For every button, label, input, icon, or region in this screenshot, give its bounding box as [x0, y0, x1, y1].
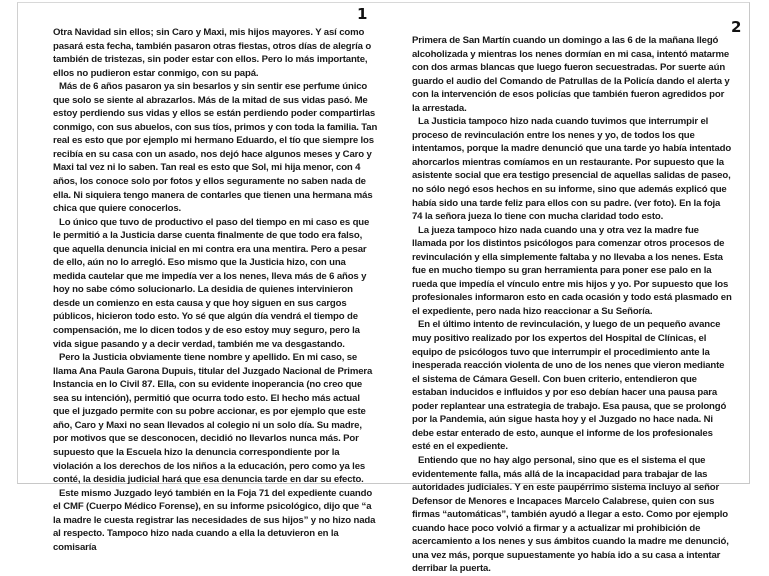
- page-number-1: 1: [357, 5, 368, 23]
- page-number-2: 2: [731, 18, 742, 36]
- paragraph: Este mismo Juzgado leyó también en la Foja 71 del expediente cuando el CMF (Cuerpo Médico Forense), en su informe psicológico, dijo que “a la madre le cuesta registrar las necesidades de sus hijos” y no hizo nada al respecto. Tampoco hizo nada cuando a ella la detuvieron en la comisaría: [53, 487, 376, 553]
- paragraph: Otra Navidad sin ellos; sin Caro y Maxi, mis hijos mayores. Y así como pasará esta fecha, también pasaron otras fiestas, otros días de alegría o también de tristezas, sin poder estar con ellos. Pero lo más importante, ellos no pudieron estar conmigo, con su papá.: [53, 27, 372, 79]
- paragraph: La Justicia tampoco hizo nada cuando tuvimos que interrumpir el proceso de revinculación entre los nenes y yo, de todos los que intentamos, porque la madre denunció que una tarde yo había intentado ahorcarlos mientras comíamos en un restaurante. Por supuesto que la asistente social que era testigo presencial de aquellas salidas de paseo, no sólo negó esos hechos en su informe, sino que además explicó que había sido una tarde feliz para ellos con su padre. (ver foto). En la foja 74 la señora jueza lo tiene con mucha claridad todo esto.: [412, 116, 732, 223]
- paragraph: La jueza tampoco hizo nada cuando una y otra vez la madre fue llamada por los distintos psicólogos para comenzar otros procesos de revinculación y ella simplemente faltaba y no llevaba a los nenes. Esta fue en mucho tiempo su gran herramienta para poner ese palo en la rueda que impedía el vínculo entre mis hijos y yo. Por supuesto que los profesionales informaron esto en cada ocasión y todo está plasmado en el expediente, pero nada hizo reaccionar a Su Señoría.: [412, 224, 732, 317]
- paragraph: Más de 6 años pasaron ya sin besarlos y sin sentir ese perfume único que solo se siente al abrazarlos. Más de la mitad de sus vidas pasó. Me estoy perdiendo sus vidas y ellos se están perdiendo poder compartirlas conmigo, con sus abuelos, con sus tíos, primos y con toda la familia. Tan real es esto que por ejemplo mi hermano Eduardo, el tío que siempre los recibía en su casa con un asado, nos dejó hace algunos meses y Caro y Maxi tal vez ni lo saben. Tan real es esto que Sol, mi hija menor, con 4 años, los conoce solo por fotos y ellos seguramente no saben nada de ella. Ni siquiera tengo manera de contarles que tienen una hermana más chica que quiere conocerlos.: [53, 81, 378, 215]
- paragraph: Primera de San Martín cuando un domingo a las 6 de la mañana llegó alcoholizada y mientras los nenes dormían en mi casa, intentó matarme con dos armas blancas que luego fueron secuestradas. Por suerte aún guardo el audio del Comando de Patrullas de la Policía dando el alerta y con la intervención de esos policías que también fueron agredidos por la arrestada.: [412, 35, 730, 114]
- page-1-column: [53, 26, 378, 554]
- paragraph: Pero la Justicia obviamente tiene nombre y apellido. En mi caso, se llama Ana Paula Garona Dupuis, titular del Juzgado Nacional de Primera Instancia en lo Civil 87. Ella, con su evidente inoperancia (no creo que sea su intención), permitió que ocurra todo esto. El hecho más actual que el juzgado permite con su pobre accionar, es por ejemplo que este año, Caro y Maxi no sean llevados al colegio ni un solo día. Su madre, por motivos que se desconocen, decidió no llevarlos nunca más. Por supuesto que la Escuela hizo la denuncia correspondiente por la violación a los derechos de los niños a la educación, pero como ya les conté, la desidia judicial hará que esa denuncia tarde en dar su efecto.: [53, 352, 373, 486]
- paragraph: Lo único que tuvo de productivo el paso del tiempo en mi caso es que le permitió a la Justicia darse cuenta finalmente de que todo era falso, que aquella denuncia inicial en mi contra era una mentira. Pero a pesar de ello, aún no lo arregló. Eso mismo que la Justicia hizo, con una medida cautelar que me impedía ver a los nenes, lleva más de 6 años y hoy no sabe cómo solucionarlo. La desidia de quienes intervinieron desde un comienzo en esta causa y que hoy siguen en sus cargos públicos, hicieron todo esto. Yo sé que algún día vendrá el tiempo de compensación, me lo dicen todos y de eso estoy muy seguro, pero la vida sigue pasando y a decir verdad, también me va desgastando.: [53, 216, 370, 350]
- paragraph: Entiendo que no hay algo personal, sino que es el sistema el que evidentemente falla, más allá de la incapacidad para trabajar de las autoridades judiciales. Y en este paupérrimo sistema incluyo al señor Defensor de Menores e Incapaces Marcelo Calabrese, quien con sus firmas “automáticas”, también ayudó a llegar a esto. Como por ejemplo cuando hace poco volvió a firmar y a actualizar mi prohibición de acercamiento a los nenes y sus ámbitos cuando la madre me denunció, una vez más, porque supuestamente yo había ido a su casa a intentar derribar la puerta.: [412, 454, 729, 575]
- page-2-column: [412, 34, 732, 576]
- paragraph: En el último intento de revinculación, y luego de un pequeño avance muy positivo realizado por los expertos del Hospital de Clínicas, el equipo de psicólogos tuvo que interrumpir el procedimiento ante la inesperada reacción violenta de uno de los nenes que vieron mediante el sistema de Cámara Gesell. Con buen criterio, entendieron que estaban inducidos e influidos y por eso debían hacer una pausa para poder replantear una estrategia de trabajo. Esa pausa, que se prolongó por la Pandemia, aún sigue hasta hoy y el Juzgado no hace nada. Ni debe estar enterado de esto, aunque el informe de los profesionales esté en el expediente.: [412, 319, 727, 453]
